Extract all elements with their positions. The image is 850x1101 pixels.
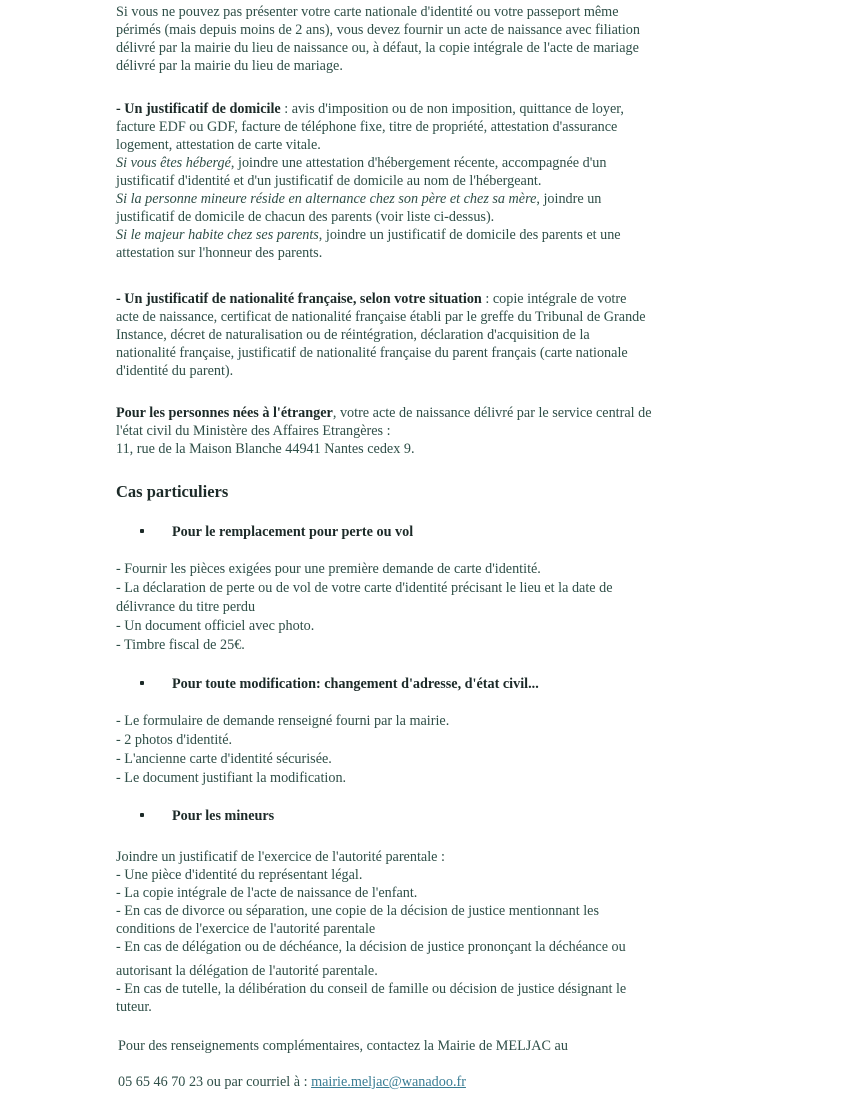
subsection-title: Pour les mineurs [172,808,275,824]
domicile-line: facture EDF ou GDF, facture de téléphone fixe, titre de propriété, attestation d'assurance [116,119,618,135]
contact-phone: 05 65 46 70 23 ou par courriel à : [118,1074,312,1090]
etranger-line [116,404,652,422]
domicile-line: logement, attestation de carte vitale. [116,137,321,153]
nationalite-line [116,290,626,308]
etranger-text: , votre acte de naissance délivré par le service central de [332,405,652,421]
bullet-icon [140,681,144,685]
bullet-icon [140,529,144,533]
mineure-italic: Si la personne mineure réside en alternance chez son père et chez sa mère [116,191,537,207]
perte-line: - Fournir les pièces exigées pour une première demande de carte d'identité. [116,561,541,577]
modification-line: - 2 photos d'identité. [116,732,233,748]
domicile-line [116,190,601,208]
perte-line: - La déclaration de perte ou de vol de votre carte d'identité précisant le lieu et la date de [116,580,613,596]
nationalite-text: : copie intégrale de votre [481,291,627,307]
mineurs-line: Joindre un justificatif de l'exercice de l'autorité parentale : [116,849,445,865]
mineurs-line: - Une pièce d'identité du représentant légal. [116,867,363,883]
subsection-modification [140,676,539,693]
intro-line: délivré par la mairie du lieu de mariage. [116,58,343,74]
majeur-italic: Si le majeur habite chez ses parents [116,227,319,243]
subsection-mineurs [140,808,274,825]
domicile-text: , joindre une attestation d'hébergement récente, accompagnée d'un [230,155,607,171]
mineurs-line: - En cas de tutelle, la délibération du conseil de famille ou décision de justice désignant le [116,981,627,997]
section-heading: Cas particuliers [116,482,229,501]
domicile-line: attestation sur l'honneur des parents. [116,245,323,261]
mineurs-line: autorisant la délégation de l'autorité parentale. [116,963,378,979]
mineurs-line: conditions de l'exercice de l'autorité parentale [116,921,376,937]
etranger-label: Pour les personnes nées à l'étranger [116,405,333,421]
modification-line: - Le formulaire de demande renseigné fourni par la mairie. [116,713,450,729]
contact-line: Pour des renseignements complémentaires, contactez la Mairie de MELJAC au [118,1038,568,1054]
etranger-line: l'état civil du Ministère des Affaires Etrangères : [116,423,391,439]
nationalite-label: - Un justificatif de nationalité française, selon votre situation [116,291,482,307]
domicile-line: justificatif de domicile de chacun des parents (voir liste ci-dessus). [116,209,495,225]
domicile-line [116,226,621,244]
domicile-label: - Un justificatif de domicile [116,101,281,117]
perte-line: délivrance du titre perdu [116,599,256,615]
email-link[interactable]: mairie.meljac@wanadoo.fr [311,1074,466,1090]
domicile-text: , joindre un [536,191,602,207]
subsection-title: Pour toute modification: changement d'adresse, d'état civil... [172,676,539,692]
perte-line: - Un document officiel avec photo. [116,618,315,634]
modification-line: - L'ancienne carte d'identité sécurisée. [116,751,332,767]
mineurs-line: - En cas de divorce ou séparation, une copie de la décision de justice mentionnant les [116,903,599,919]
domicile-line [116,154,606,172]
domicile-line: justificatif d'identité et d'un justificatif de domicile au nom de l'hébergeant. [116,173,542,189]
domicile-text: : avis d'imposition ou de non imposition, quittance de loyer, [280,101,624,117]
heberge-italic: Si vous êtes hébergé [116,155,231,171]
mineurs-line: - En cas de délégation ou de déchéance, la décision de justice prononçant la déchéance ou [116,939,626,955]
domicile-line [116,100,624,118]
modification-line: - Le document justifiant la modification. [116,770,347,786]
intro-line: périmés (mais depuis moins de 2 ans), vous devez fournir un acte de naissance avec filiation [116,22,640,38]
intro-line: Si vous ne pouvez pas présenter votre carte nationale d'identité ou votre passeport même [116,4,619,20]
mineurs-line: - La copie intégrale de l'acte de naissance de l'enfant. [116,885,418,901]
nationalite-line: Instance, décret de naturalisation ou de réintégration, déclaration d'acquisition de la [116,327,590,343]
domicile-text: , joindre un justificatif de domicile des parents et une [318,227,621,243]
nationalite-line: nationalité française, justificatif de nationalité française du parent français (carte nationale [116,345,628,361]
mineurs-line: tuteur. [116,999,152,1015]
contact-line [118,1073,466,1091]
etranger-line: 11, rue de la Maison Blanche 44941 Nantes cedex 9. [116,441,415,457]
bullet-icon [140,813,144,817]
subsection-title: Pour le remplacement pour perte ou vol [172,524,414,540]
subsection-perte [140,524,413,541]
nationalite-line: d'identité du parent). [116,363,234,379]
perte-line: - Timbre fiscal de 25€. [116,637,245,653]
nationalite-line: acte de naissance, certificat de nationalité française établi par le greffe du Tribunal de Grande [116,309,646,325]
intro-line: délivré par la mairie du lieu de naissance ou, à défaut, la copie intégrale de l'acte de mariage [116,40,639,56]
